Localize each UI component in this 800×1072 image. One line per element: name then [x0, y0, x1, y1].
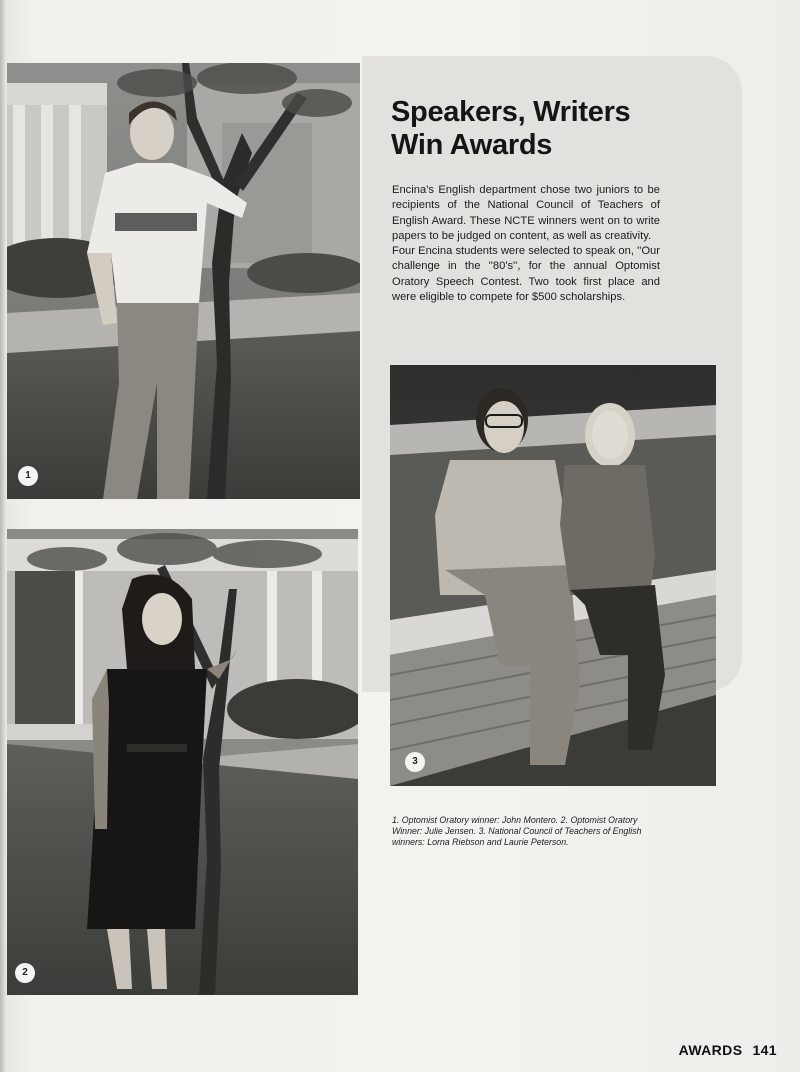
- photo-2-girl-by-tree: [7, 529, 358, 995]
- headline-line-2: Win Awards: [391, 129, 553, 161]
- page-footer: [679, 1042, 777, 1058]
- photo-3-number-badge: 3: [405, 752, 425, 772]
- photo-3-image: [390, 365, 716, 786]
- photo-2-image: [7, 529, 358, 995]
- page-gutter-shadow: [0, 0, 6, 1072]
- article-paragraph-1: Encina's English department chose two juniors to be recipients of the National Council of Teachers of English Award. These NCTE winners went on to write papers to be judged on content, as well as creativity.: [392, 184, 660, 242]
- article-body: [392, 183, 660, 305]
- headline-line-1: Speakers, Writers: [391, 96, 631, 128]
- photo-1-number-badge: 1: [18, 466, 38, 486]
- article-paragraph-2: Four Encina students were selected to speak on, ''Our challenge in the ''80's'', for the annual Optomist Oratory Speech Contest. Two took first place and were eligible to compete for $500 scholarships.: [392, 245, 660, 304]
- page-number: 141: [752, 1042, 777, 1058]
- photo-1-boy-by-tree: [7, 63, 360, 499]
- photo-1-image: [7, 63, 360, 499]
- photo-caption: 1. Optomist Oratory winner: John Montero. 2. Optomist Oratory Winner: Julie Jensen. 3. National Council of Teachers of English winners: Lorna Riebson and Laurie Peterson.: [392, 815, 642, 847]
- section-label: AWARDS: [678, 1042, 743, 1058]
- photo-3-two-girls-on-wall: [390, 365, 716, 786]
- photo-2-number-badge: 2: [15, 963, 35, 983]
- article-headline: [391, 96, 721, 162]
